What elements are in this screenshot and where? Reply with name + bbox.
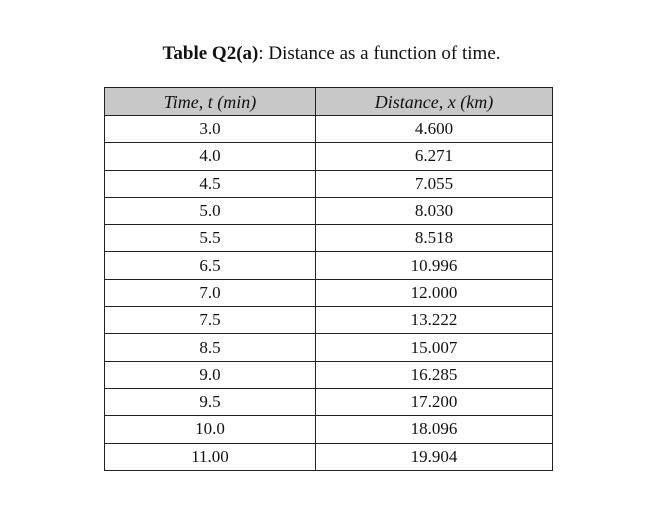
table-row: [105, 443, 553, 470]
time-cell: 8.5: [105, 334, 316, 361]
time-cell: 11.00: [105, 443, 316, 470]
time-cell: 4.5: [105, 170, 316, 197]
table-header-row: [105, 88, 553, 116]
time-cell: 5.5: [105, 225, 316, 252]
distance-cell: 15.007: [316, 334, 553, 361]
distance-cell: 16.285: [316, 361, 553, 388]
header-time: Time, t (min): [105, 88, 316, 116]
time-cell: 3.0: [105, 116, 316, 143]
distance-cell: 8.518: [316, 225, 553, 252]
distance-cell: 17.200: [316, 388, 553, 415]
distance-cell: 18.096: [316, 416, 553, 443]
time-cell: 7.0: [105, 279, 316, 306]
table-row: [105, 170, 553, 197]
distance-cell: 7.055: [316, 170, 553, 197]
time-cell: 7.5: [105, 307, 316, 334]
table-row: [105, 143, 553, 170]
time-cell: 9.0: [105, 361, 316, 388]
time-cell: 4.0: [105, 143, 316, 170]
table-row: [105, 334, 553, 361]
time-cell: 5.0: [105, 197, 316, 224]
distance-time-table: [104, 87, 553, 471]
distance-cell: 12.000: [316, 279, 553, 306]
table-row: [105, 279, 553, 306]
time-cell: 10.0: [105, 416, 316, 443]
distance-cell: 10.996: [316, 252, 553, 279]
table-row: [105, 225, 553, 252]
caption-text: : Distance as a function of time.: [258, 43, 501, 64]
table-row: [105, 361, 553, 388]
distance-cell: 19.904: [316, 443, 553, 470]
distance-cell: 4.600: [316, 116, 553, 143]
caption-label: Table Q2(a): [162, 43, 259, 64]
table-row: [105, 197, 553, 224]
time-cell: 9.5: [105, 388, 316, 415]
table-caption: [0, 42, 663, 66]
table-row: [105, 307, 553, 334]
table-row: [105, 388, 553, 415]
header-distance: Distance, x (km): [316, 88, 553, 116]
table-row: [105, 416, 553, 443]
distance-cell: 8.030: [316, 197, 553, 224]
table-row: [105, 252, 553, 279]
time-cell: 6.5: [105, 252, 316, 279]
distance-cell: 13.222: [316, 307, 553, 334]
distance-cell: 6.271: [316, 143, 553, 170]
table-row: [105, 116, 553, 143]
